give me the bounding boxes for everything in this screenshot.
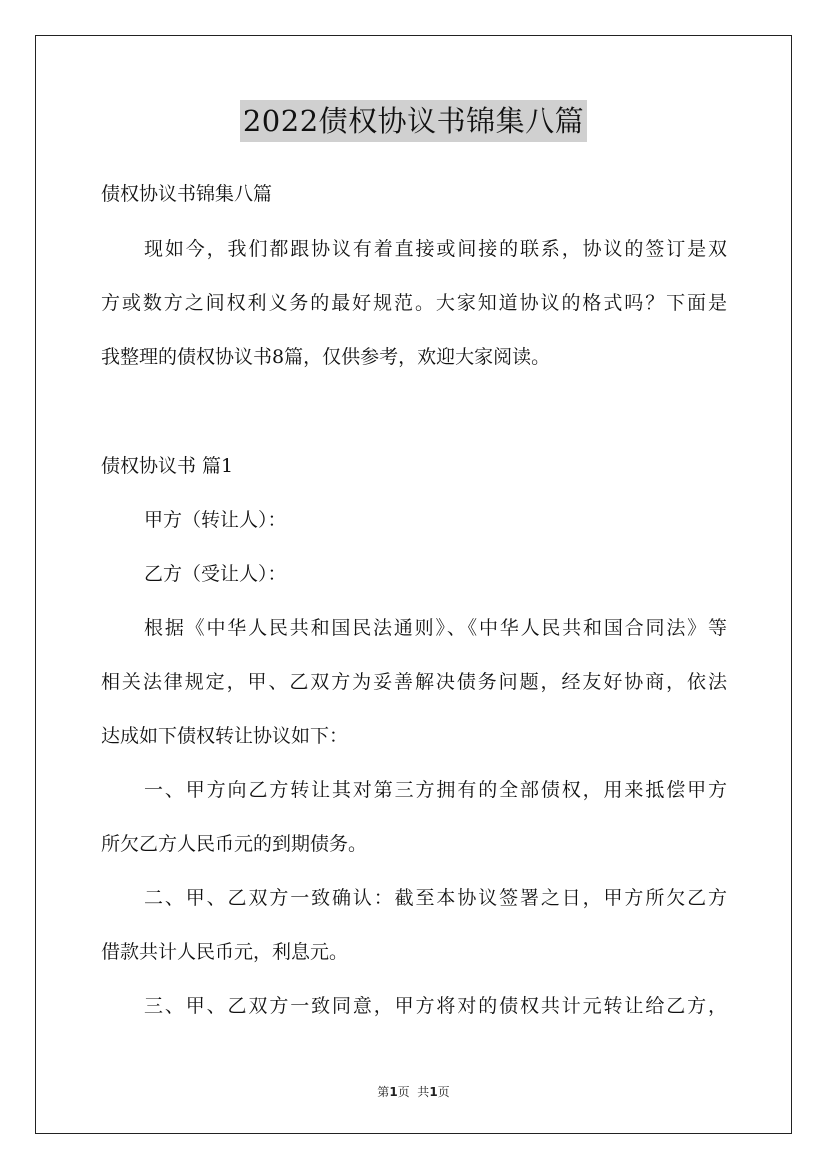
- basis-paragraph-line: 相关法律规定，甲、乙双方为妥善解决债务问题，经友好协商，依法: [101, 671, 727, 693]
- page-number-footer: [0, 1084, 827, 1100]
- party-b-line: 乙方（受让人）：: [144, 563, 287, 585]
- document-subtitle: 债权协议书锦集八篇: [101, 183, 273, 205]
- document-title-text: 2022债权协议书锦集八篇: [240, 100, 587, 142]
- footer-page-number: 1: [389, 1085, 398, 1099]
- clause-2-line: 借款共计人民币元，利息元。: [101, 941, 349, 963]
- intro-paragraph-line: 方或数方之间权利义务的最好规范。大家知道协议的格式吗？下面是: [101, 292, 727, 314]
- clause-1-line: 所欠乙方人民币元的到期债务。: [101, 833, 368, 855]
- clause-1-line: 一、甲方向乙方转让其对第三方拥有的全部债权，用来抵偿甲方: [144, 779, 727, 801]
- intro-paragraph-line: 我整理的债权协议书8篇，仅供参考，欢迎大家阅读。: [101, 346, 551, 368]
- party-a-line: 甲方（转让人）：: [144, 509, 287, 531]
- intro-paragraph-line: 现如今，我们都跟协议有着直接或间接的联系，协议的签订是双: [144, 238, 727, 260]
- footer-middle: 页 共: [397, 1085, 430, 1099]
- footer-page-total: 1: [429, 1085, 438, 1099]
- footer-prefix: 第: [377, 1085, 390, 1099]
- basis-paragraph-line: 达成如下债权转让协议如下：: [101, 725, 349, 747]
- clause-2-line: 二、甲、乙双方一致确认：截至本协议签署之日，甲方所欠乙方: [144, 887, 727, 909]
- basis-paragraph-line: 根据《中华人民共和国民法通则》、《中华人民共和国合同法》等: [144, 617, 727, 639]
- document-title: [0, 100, 827, 142]
- clause-3-line: 三、甲、乙双方一致同意，甲方将对的债权共计元转让给乙方，: [144, 995, 727, 1017]
- footer-suffix: 页: [437, 1085, 450, 1099]
- section-heading: 债权协议书 篇1: [101, 455, 234, 477]
